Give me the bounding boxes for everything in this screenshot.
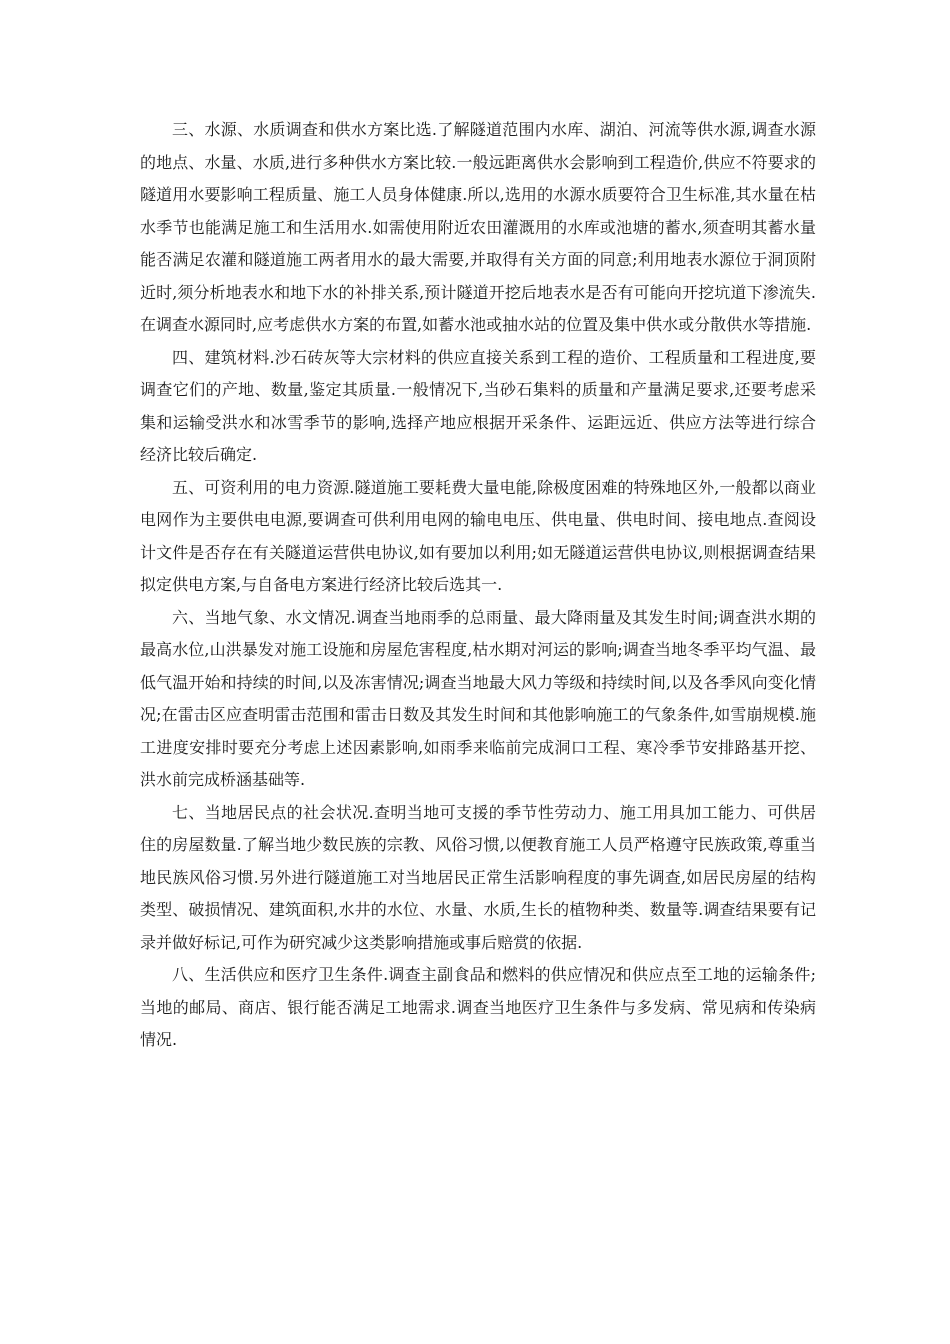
paragraph-power-resources: 五、可资利用的电力资源.隧道施工要耗费大量电能,除极度困难的特殊地区外,一般都以商业电网作为主要供电电源,要调查可供利用电网的输电电压、供电量、供电时间、接电地点.查阅设计文件是否存在有关隧道运营供电协议,如有要加以利用;如无隧道运营供电协议,则根据调查结果拟定供电方案,与自备电方案进行经济比较后选其一. — [140, 477, 816, 594]
paragraph-living-medical: 八、生活供应和医疗卫生条件.调查主副食品和燃料的供应情况和供应点至工地的运输条件;当地的邮局、商店、银行能否满足工地需求.调查当地医疗卫生条件与多发病、常见病和传染病情况. — [140, 965, 816, 1049]
document-body — [140, 114, 816, 1057]
paragraph-residents-social: 七、当地居民点的社会状况.查明当地可支援的季节性劳动力、施工用具加工能力、可供居住的房屋数量.了解当地少数民族的宗教、风俗习惯,以便教育施工人员严格遵守民族政策,尊重当地民族风俗习惯.另外进行隧道施工对当地居民正常生活影响程度的事先调查,如居民房屋的结构类型、破损情况、建筑面积,水井的水位、水量、水质,生长的植物种类、数量等.调查结果要有记录并做好标记,可作为研究减少这类影响措施或事后赔赏的依据. — [140, 802, 816, 952]
paragraph-water-source: 三、水源、水质调查和供水方案比选.了解隧道范围内水库、湖泊、河流等供水源,调查水源的地点、水量、水质,进行多种供水方案比较.一般远距离供水会影响到工程造价,供应不符要求的隧道用水要影响工程质量、施工人员身体健康.所以,选用的水源水质要符合卫生标准,其水量在枯水季节也能满足施工和生活用水.如需使用附近农田灌溉用的水库或池塘的蓄水,须查明其蓄水量能否满足农灌和隧道施工两者用水的最大需要,并取得有关方面的同意;利用地表水源位于洞顶附近时,须分析地表水和地下水的补排关系,预计隧道开挖后地表水是否有可能向开挖坑道下渗流失.在调查水源同时,应考虑供水方案的布置,如蓄水池或抽水站的位置及集中供水或分散供水等措施. — [140, 120, 816, 334]
paragraph-weather-hydrology: 六、当地气象、水文情况.调查当地雨季的总雨量、最大降雨量及其发生时间;调查洪水期的最高水位,山洪暴发对施工设施和房屋危害程度,枯水期对河运的影响;调查当地冬季平均气温、最低气温开始和持续的时间,以及冻害情况;调查当地最大风力等级和持续时间,以及各季风向变化情况;在雷击区应查明雷击范围和雷击日数及其发生时间和其他影响施工的气象条件,如雪崩规模.施工进度安排时要充分考虑上述因素影响,如雨季来临前完成洞口工程、寒冷季节安排路基开挖、洪水前完成桥涵基础等. — [140, 607, 816, 789]
paragraph-building-materials: 四、建筑材料.沙石砖灰等大宗材料的供应直接关系到工程的造价、工程质量和工程进度,要调查它们的产地、数量,鉴定其质量.一般情况下,当砂石集料的质量和产量满足要求,还要考虑采集和运输受洪水和冰雪季节的影响,选择产地应根据开采条件、运距远近、供应方法等进行综合经济比较后确定. — [140, 347, 816, 464]
